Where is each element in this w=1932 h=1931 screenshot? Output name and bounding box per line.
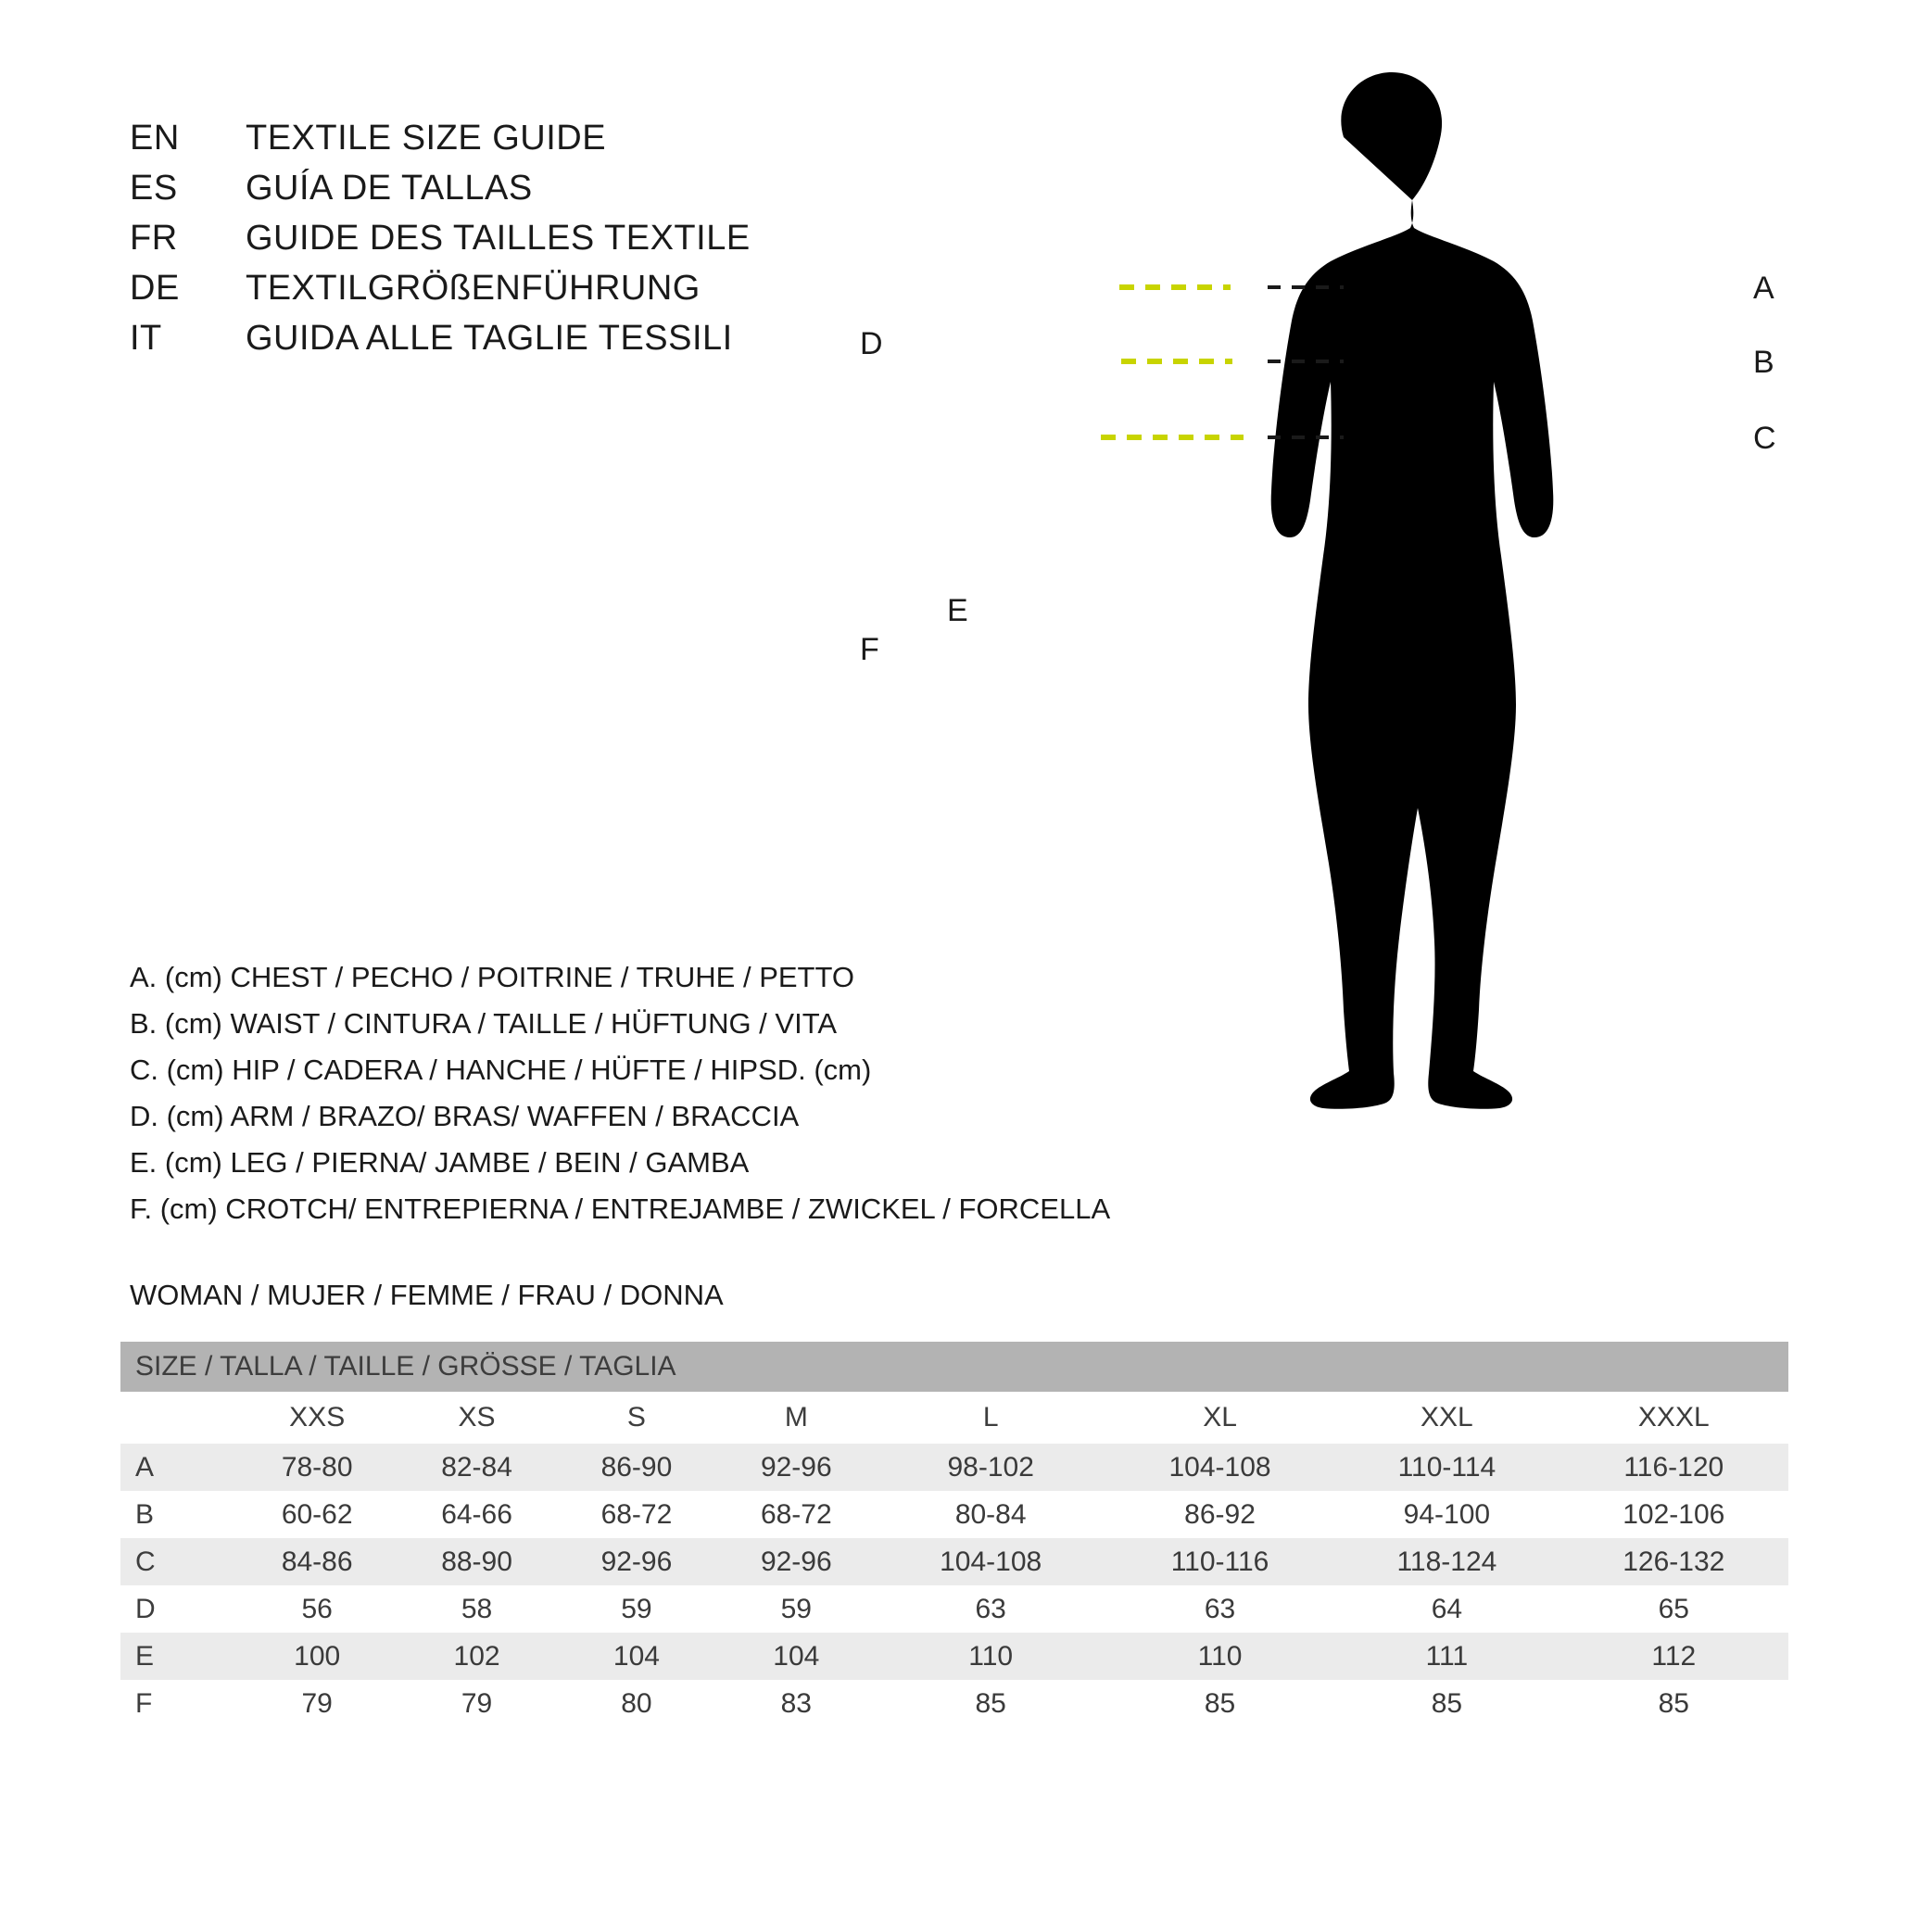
cell-c-xl: 110-116 xyxy=(1105,1538,1334,1585)
table-band-header xyxy=(120,1342,1788,1392)
cell-d-s: 59 xyxy=(557,1585,716,1633)
table-header-xs: XS xyxy=(397,1392,556,1444)
title-lang-es: ES xyxy=(130,169,178,208)
marker-label-f: F xyxy=(860,632,879,667)
title-lang-de: DE xyxy=(130,269,180,308)
table-header-xxs: XXS xyxy=(237,1392,397,1444)
table-header-xxxl: XXXL xyxy=(1559,1392,1788,1444)
row-label-a: A xyxy=(120,1444,237,1491)
cell-d-l: 63 xyxy=(877,1585,1105,1633)
title-text-it: GUIDA ALLE TAGLIE TESSILI xyxy=(246,319,733,358)
marker-label-e: E xyxy=(947,593,968,628)
legend-row-d: D. (cm) ARM / BRAZO/ BRAS/ WAFFEN / BRACCIA xyxy=(130,1100,800,1132)
cell-b-xl: 86-92 xyxy=(1105,1491,1334,1538)
table-header-rowlabel xyxy=(120,1392,237,1444)
cell-a-l: 98-102 xyxy=(877,1444,1105,1491)
cell-d-xxl: 64 xyxy=(1334,1585,1559,1633)
marker-label-c: C xyxy=(1753,421,1776,456)
marker-label-a: A xyxy=(1753,271,1774,306)
cell-b-s: 68-72 xyxy=(557,1491,716,1538)
title-lang-fr: FR xyxy=(130,219,178,258)
legend-row-c: C. (cm) HIP / CADERA / HANCHE / HÜFTE / HIPSD. (cm) xyxy=(130,1054,872,1086)
table-row xyxy=(120,1538,1788,1585)
cell-f-s: 80 xyxy=(557,1680,716,1727)
cell-a-m: 92-96 xyxy=(716,1444,876,1491)
cell-c-xxxl: 126-132 xyxy=(1559,1538,1788,1585)
cell-a-s: 86-90 xyxy=(557,1444,716,1491)
cell-d-m: 59 xyxy=(716,1585,876,1633)
title-text-en: TEXTILE SIZE GUIDE xyxy=(246,119,607,158)
table-header-l: L xyxy=(877,1392,1105,1444)
legend-row-b: B. (cm) WAIST / CINTURA / TAILLE / HÜFTUNG / VITA xyxy=(130,1007,838,1040)
cell-d-xxs: 56 xyxy=(237,1585,397,1633)
title-lang-it: IT xyxy=(130,319,162,358)
cell-c-l: 104-108 xyxy=(877,1538,1105,1585)
cell-a-xxxl: 116-120 xyxy=(1559,1444,1788,1491)
cell-f-l: 85 xyxy=(877,1680,1105,1727)
cell-a-xl: 104-108 xyxy=(1105,1444,1334,1491)
cell-f-xxxl: 85 xyxy=(1559,1680,1788,1727)
cell-e-xl: 110 xyxy=(1105,1633,1334,1680)
cell-b-xxl: 94-100 xyxy=(1334,1491,1559,1538)
cell-d-xs: 58 xyxy=(397,1585,556,1633)
cell-b-xs: 64-66 xyxy=(397,1491,556,1538)
title-text-es: GUÍA DE TALLAS xyxy=(246,169,533,208)
cell-f-xxs: 79 xyxy=(237,1680,397,1727)
cell-f-m: 83 xyxy=(716,1680,876,1727)
title-row-fr xyxy=(130,219,751,269)
size-table xyxy=(120,1342,1788,1727)
table-row xyxy=(120,1585,1788,1633)
cell-c-m: 92-96 xyxy=(716,1538,876,1585)
table-header-s: S xyxy=(557,1392,716,1444)
marker-label-d: D xyxy=(860,326,883,361)
gender-label: WOMAN / MUJER / FEMME / FRAU / DONNA xyxy=(130,1279,724,1311)
title-row-es xyxy=(130,169,751,219)
body-silhouette-svg xyxy=(1066,56,1900,1260)
cell-e-l: 110 xyxy=(877,1633,1105,1680)
table-header-xl: XL xyxy=(1105,1392,1334,1444)
title-text-de: TEXTILGRÖßENFÜHRUNG xyxy=(246,269,701,308)
cell-b-xxs: 60-62 xyxy=(237,1491,397,1538)
row-label-f: F xyxy=(120,1680,237,1727)
cell-c-xs: 88-90 xyxy=(397,1538,556,1585)
title-row-en xyxy=(130,119,751,169)
cell-f-xl: 85 xyxy=(1105,1680,1334,1727)
table-band-label: SIZE / TALLA / TAILLE / GRÖSSE / TAGLIA xyxy=(120,1342,1788,1392)
cell-e-xxl: 111 xyxy=(1334,1633,1559,1680)
table-header-row xyxy=(120,1392,1788,1444)
cell-a-xxl: 110-114 xyxy=(1334,1444,1559,1491)
table-row xyxy=(120,1491,1788,1538)
cell-c-xxl: 118-124 xyxy=(1334,1538,1559,1585)
row-label-c: C xyxy=(120,1538,237,1585)
cell-f-xs: 79 xyxy=(397,1680,556,1727)
cell-e-xxxl: 112 xyxy=(1559,1633,1788,1680)
title-block xyxy=(130,119,751,369)
cell-c-xxs: 84-86 xyxy=(237,1538,397,1585)
title-row-de xyxy=(130,269,751,319)
cell-a-xxs: 78-80 xyxy=(237,1444,397,1491)
marker-label-b: B xyxy=(1753,345,1774,380)
cell-a-xs: 82-84 xyxy=(397,1444,556,1491)
cell-e-xs: 102 xyxy=(397,1633,556,1680)
row-label-b: B xyxy=(120,1491,237,1538)
cell-d-xxxl: 65 xyxy=(1559,1585,1788,1633)
title-row-it xyxy=(130,319,751,369)
cell-b-l: 80-84 xyxy=(877,1491,1105,1538)
legend-row-a: A. (cm) CHEST / PECHO / POITRINE / TRUHE / PETTO xyxy=(130,961,854,993)
cell-c-s: 92-96 xyxy=(557,1538,716,1585)
measurement-legend xyxy=(130,954,1110,1232)
row-label-e: E xyxy=(120,1633,237,1680)
title-lang-en: EN xyxy=(130,119,180,158)
table-header-xxl: XXL xyxy=(1334,1392,1559,1444)
table-header-m: M xyxy=(716,1392,876,1444)
measurement-diagram xyxy=(860,56,1900,1260)
row-label-d: D xyxy=(120,1585,237,1633)
title-text-fr: GUIDE DES TAILLES TEXTILE xyxy=(246,219,751,258)
cell-f-xxl: 85 xyxy=(1334,1680,1559,1727)
cell-d-xl: 63 xyxy=(1105,1585,1334,1633)
legend-row-f: F. (cm) CROTCH/ ENTREPIERNA / ENTREJAMBE / ZWICKEL / FORCELLA xyxy=(130,1193,1111,1225)
cell-e-xxs: 100 xyxy=(237,1633,397,1680)
legend-row-e: E. (cm) LEG / PIERNA/ JAMBE / BEIN / GAMBA xyxy=(130,1146,750,1179)
table-row xyxy=(120,1633,1788,1680)
table-row xyxy=(120,1680,1788,1727)
cell-b-xxxl: 102-106 xyxy=(1559,1491,1788,1538)
cell-e-s: 104 xyxy=(557,1633,716,1680)
cell-b-m: 68-72 xyxy=(716,1491,876,1538)
table-row xyxy=(120,1444,1788,1491)
woman-silhouette-icon xyxy=(1271,72,1554,1109)
cell-e-m: 104 xyxy=(716,1633,876,1680)
